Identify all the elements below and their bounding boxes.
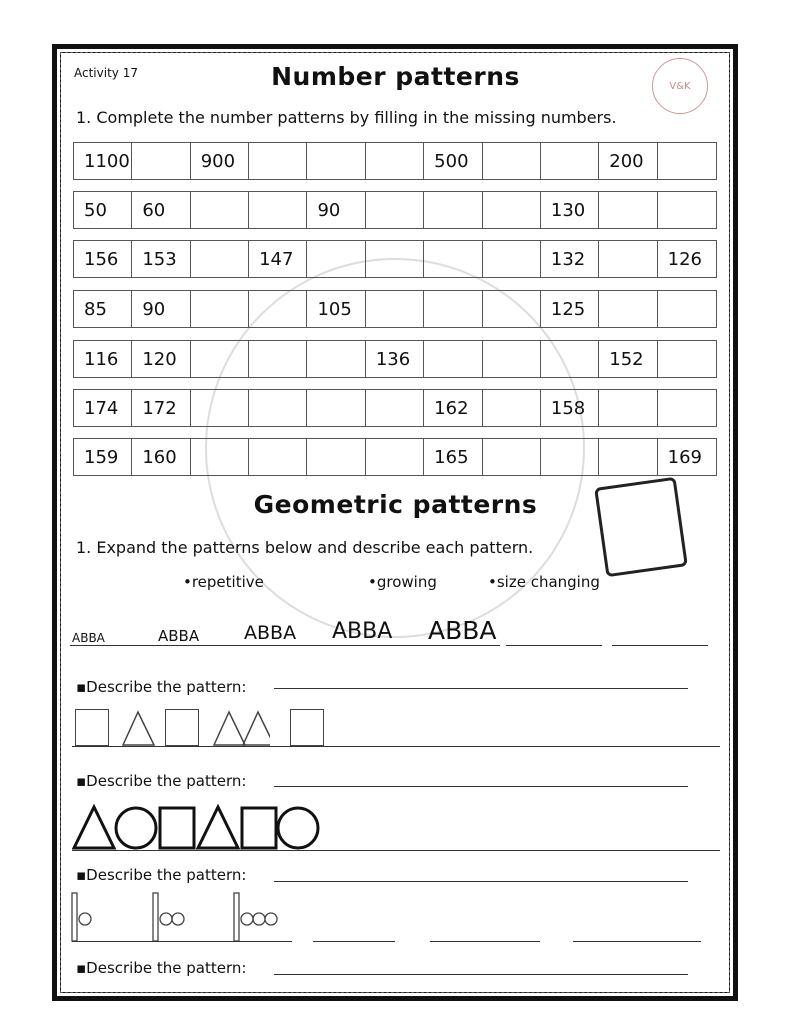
number-cell: 60 (132, 192, 190, 228)
instruction-1: 1. Complete the number patterns by filling in the missing numbers. (76, 108, 617, 127)
describe-label: ▪Describe the pattern: (76, 959, 247, 977)
book-pencil-icon (594, 477, 688, 578)
number-cell: 105 (307, 291, 365, 327)
pattern-row (73, 191, 717, 229)
blank-cell[interactable] (658, 143, 716, 179)
blank-cell[interactable] (599, 390, 657, 426)
blank-cell[interactable] (599, 241, 657, 277)
logo: V&K (652, 58, 708, 114)
abba-5: ABBA (428, 616, 497, 645)
blank-cell[interactable] (307, 439, 365, 475)
number-cell: 158 (541, 390, 599, 426)
blank-cell[interactable] (307, 341, 365, 377)
blank-cell[interactable] (191, 291, 249, 327)
describe-label: ▪Describe the pattern: (76, 866, 247, 884)
describe-label: ▪Describe the pattern: (76, 772, 247, 790)
blank-cell[interactable] (483, 291, 541, 327)
blank-cell[interactable] (541, 439, 599, 475)
number-cell: 156 (74, 241, 132, 277)
blank-cell[interactable] (483, 390, 541, 426)
blank-cell[interactable] (658, 341, 716, 377)
number-cell: 900 (191, 143, 249, 179)
title-number-patterns: Number patterns (271, 62, 520, 91)
blank-cell[interactable] (483, 192, 541, 228)
number-cell: 169 (667, 446, 702, 468)
blank-cell[interactable] (191, 341, 249, 377)
triangles (120, 709, 270, 747)
describe-line[interactable] (274, 881, 688, 882)
blank-cell[interactable] (599, 291, 657, 327)
blank-cell[interactable] (191, 241, 249, 277)
blank-cell[interactable] (541, 341, 599, 377)
title-geometric-patterns: Geometric patterns (253, 490, 538, 519)
answer-blank[interactable] (573, 941, 701, 942)
blank-cell[interactable] (307, 143, 365, 179)
blank-cell[interactable] (366, 439, 424, 475)
describe-line[interactable] (274, 786, 688, 787)
blank-cell[interactable] (366, 241, 424, 277)
blank-cell[interactable] (191, 390, 249, 426)
blank-cell[interactable] (191, 192, 249, 228)
number-cell: 132 (541, 241, 599, 277)
number-cell: 50 (74, 192, 132, 228)
abba-1: ABBA (72, 631, 105, 645)
activity-label: Activity 17 (74, 66, 138, 80)
number-cell: 136 (366, 341, 424, 377)
instruction-2: 1. Expand the patterns below and describe each pattern. (76, 538, 534, 557)
number-cell: 130 (541, 192, 599, 228)
pattern-row (73, 142, 717, 180)
option-growing: •growing (368, 573, 437, 591)
pattern-row (73, 290, 717, 328)
answer-blank[interactable] (506, 645, 602, 646)
option-size-changing: •size changing (488, 573, 600, 591)
blank-cell[interactable] (483, 143, 541, 179)
number-cell: 120 (132, 341, 190, 377)
answer-blank[interactable] (313, 941, 395, 942)
number-cell: 200 (599, 143, 657, 179)
abba-3: ABBA (244, 622, 297, 644)
option-repetitive: •repetitive (183, 573, 264, 591)
pattern-row (73, 240, 717, 278)
number-cell: 500 (424, 143, 482, 179)
blank-cell[interactable] (366, 192, 424, 228)
blank-cell[interactable] (424, 341, 482, 377)
blank-cell[interactable] (599, 439, 657, 475)
blank-cell[interactable] (424, 241, 482, 277)
number-cell: 174 (74, 390, 132, 426)
blank-cell[interactable] (424, 192, 482, 228)
blank-cell[interactable] (191, 439, 249, 475)
blank-cell[interactable] (249, 192, 307, 228)
answer-blank[interactable] (430, 941, 540, 942)
pattern-row (73, 438, 717, 476)
bead-sequence (70, 891, 310, 943)
abba-2: ABBA (158, 627, 200, 645)
pattern-row (73, 389, 717, 427)
blank-cell[interactable] (483, 241, 541, 277)
number-cell: 125 (541, 291, 599, 327)
number-cell: 126 (667, 248, 702, 270)
shape-sequence (72, 803, 362, 851)
blank-cell[interactable] (541, 143, 599, 179)
number-cell: 85 (74, 291, 132, 327)
blank-cell[interactable] (483, 341, 541, 377)
blank-cell[interactable] (658, 390, 716, 426)
describe-line[interactable] (274, 688, 688, 689)
blank-cell[interactable] (249, 439, 307, 475)
number-cell: 90 (307, 192, 365, 228)
blank-cell[interactable] (658, 291, 716, 327)
number-cell: 162 (424, 390, 482, 426)
answer-blank[interactable] (612, 645, 708, 646)
blank-cell[interactable] (307, 241, 365, 277)
abba-4: ABBA (332, 619, 393, 644)
blank-cell[interactable] (307, 390, 365, 426)
number-cell: 153 (132, 241, 190, 277)
blank-cell[interactable] (599, 192, 657, 228)
blank-cell[interactable] (366, 291, 424, 327)
blank-cell[interactable] (366, 390, 424, 426)
number-cell: 172 (132, 390, 190, 426)
describe-label: ▪Describe the pattern: (76, 678, 247, 696)
blank-cell[interactable] (249, 390, 307, 426)
blank-cell[interactable] (249, 143, 307, 179)
blank-cell[interactable] (249, 341, 307, 377)
blank-cell[interactable] (249, 291, 307, 327)
blank-cell[interactable] (132, 143, 190, 179)
pattern-row (73, 340, 717, 378)
number-cell: 147 (249, 241, 307, 277)
number-cell: 1100 (74, 143, 132, 179)
number-cell: 90 (132, 291, 190, 327)
blank-cell[interactable] (658, 192, 716, 228)
number-cell: 159 (74, 439, 132, 475)
blank-cell[interactable] (366, 143, 424, 179)
describe-line[interactable] (274, 974, 688, 975)
number-cell: 116 (74, 341, 132, 377)
blank-cell[interactable] (483, 439, 541, 475)
number-cell: 160 (132, 439, 190, 475)
number-cell: 165 (424, 439, 482, 475)
number-cell: 152 (599, 341, 657, 377)
blank-cell[interactable] (424, 291, 482, 327)
